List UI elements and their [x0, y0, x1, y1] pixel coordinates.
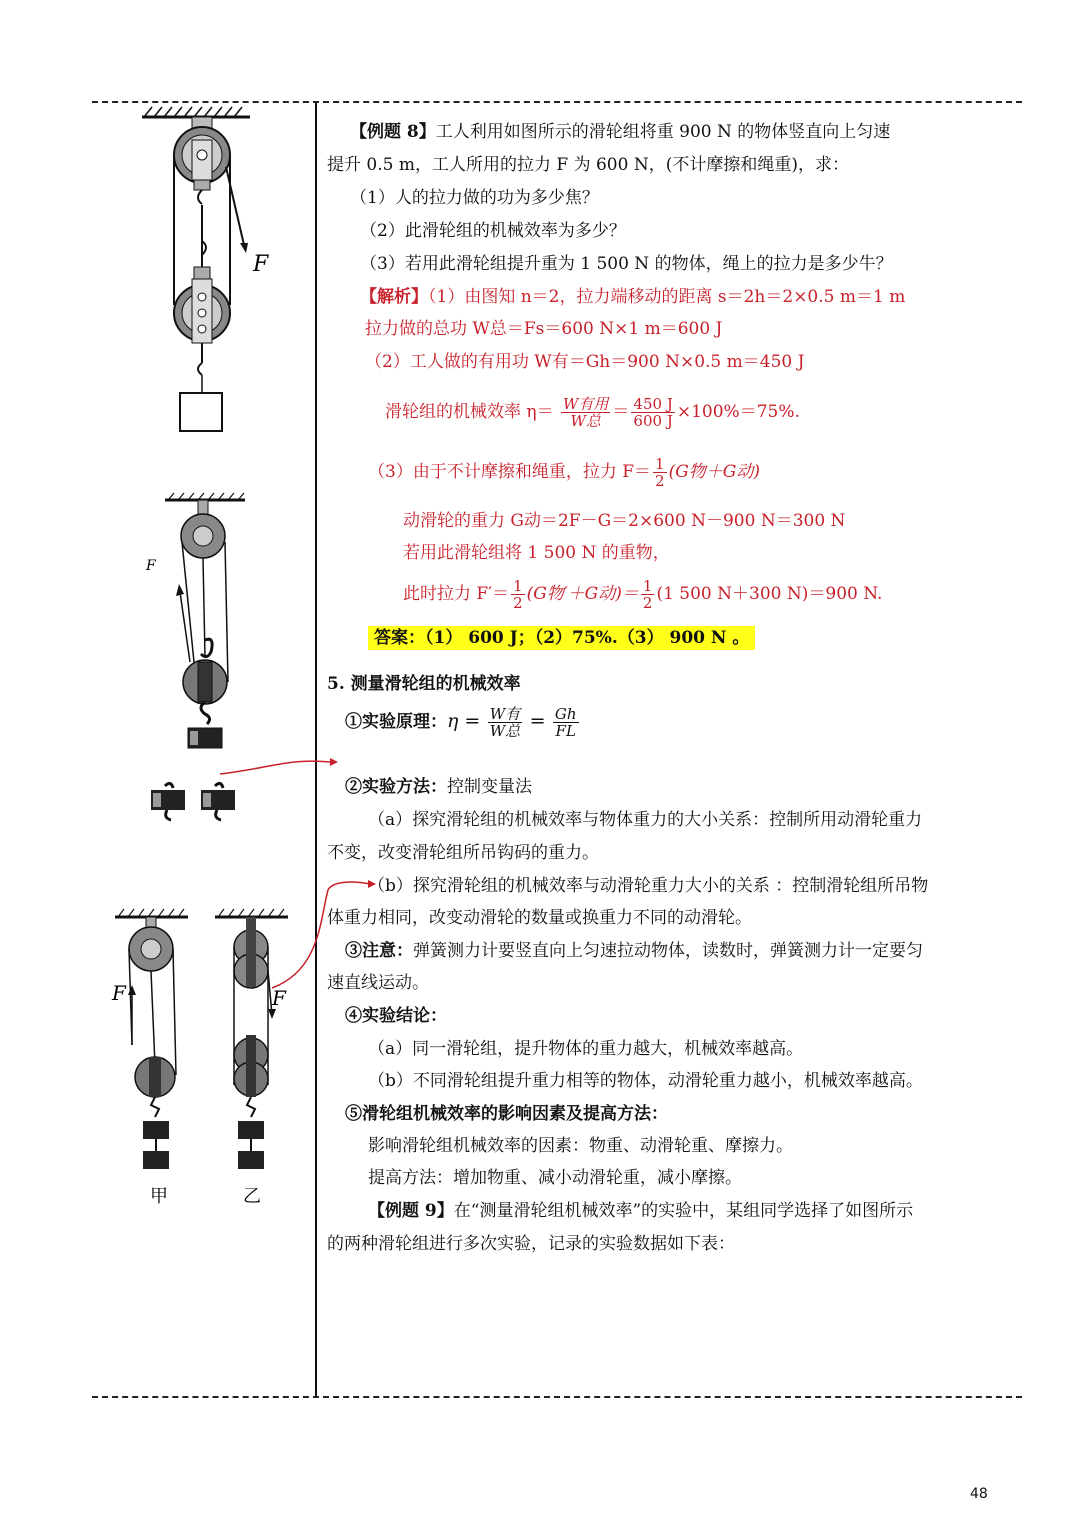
sol-s4a: 滑轮组的机械效率 η＝: [385, 402, 554, 422]
method-b1: （b）探究滑轮组的机械效率与动滑轮重力大小的关系 ：控制滑轮组所吊物: [368, 876, 929, 896]
sec5-note: [345, 940, 923, 962]
answer-text: 答案：（1） 600 J；（2）75%.（3） 900 N 。: [368, 626, 755, 650]
method-text: 控制变量法: [447, 777, 532, 797]
frac-half: [653, 456, 667, 489]
frac-num: 450 J: [633, 395, 673, 413]
ex9-label: 【例题 9】: [368, 1201, 454, 1221]
sol-s4b: ×100%＝75%.: [676, 402, 800, 422]
ex8-q1: （1）人的拉力做的功为多少焦？: [350, 188, 599, 208]
sol-s5a: （3）由于不计摩擦和绳重，拉力 F＝: [368, 462, 652, 482]
top-divider: [92, 101, 1022, 103]
sol-s8a: 此时拉力 F′＝: [403, 584, 510, 604]
frac-den: FL: [555, 722, 576, 740]
principle-label: ①实验原理：: [345, 712, 447, 732]
sec5-principle: [345, 706, 581, 739]
ex8-text1: 工人利用如图所示的滑轮组将重 900 N 的物体竖直向上匀速: [435, 122, 891, 142]
fig3-right-force-label: F: [272, 986, 286, 1010]
sol-new-tension: [403, 578, 882, 611]
pulley-figure-2: [140, 492, 260, 762]
frac-j-ratio: [631, 396, 674, 429]
frac-num: 1: [513, 577, 523, 595]
ex8-line2: 提升 0.5 m，工人所用的拉力 F 为 600 N，(不计摩擦和绳重)，求：: [327, 155, 849, 175]
frac-num: W有: [489, 705, 521, 723]
conclusion-label: ④实验结论：: [345, 1006, 447, 1026]
fig3-left-force-label: F: [112, 981, 126, 1005]
conclusion-c2: （b）不同滑轮组提升重力相等的物体，动滑轮重力越小，机械效率越高。: [368, 1071, 923, 1091]
sol-efficiency: [385, 396, 800, 429]
ex9-text1: 在“测量滑轮组机械效率”的实验中，某组同学选择了如图所示: [453, 1201, 914, 1221]
factors-label: ⑤滑轮组机械效率的影响因素及提高方法：: [345, 1104, 668, 1124]
ex9-line1: [368, 1200, 913, 1222]
sol-tag: 【解析】: [360, 287, 428, 307]
fig1-force-label: F: [253, 252, 269, 277]
sec5-title: 5. 测量滑轮组的机械效率: [327, 674, 521, 694]
frac-half: [511, 578, 525, 611]
sol-s8b: (G物′＋G动)＝: [526, 584, 639, 604]
answer-highlight: [368, 627, 755, 649]
frac-work-ratio: [488, 706, 522, 739]
frac-w-ratio: [561, 396, 610, 429]
frac-num: W有用: [563, 395, 609, 413]
frac-num: Gh: [554, 705, 577, 723]
frac-den: 2: [513, 594, 523, 612]
sol-s2: 拉力做的总功 W总＝Fs＝600 N×1 m＝600 J: [365, 319, 723, 339]
frac-den: W总: [570, 412, 601, 430]
sol-line1: [360, 286, 905, 308]
sol-s7: 若用此滑轮组将 1 500 N 的重物，: [403, 543, 670, 563]
fig3-caption-right: 乙: [243, 1186, 261, 1207]
note-text2: 速直线运动。: [327, 973, 429, 993]
sol-eq: ＝: [612, 402, 630, 422]
factors-f2: 提高方法：增加物重、减小动滑轮重，减小摩擦。: [368, 1168, 742, 1188]
sol-s5b: (G物＋G动): [668, 462, 760, 482]
method-label: ②实验方法：: [345, 777, 447, 797]
page-number: 48: [970, 1486, 988, 1502]
ex8-q3: （3）若用此滑轮组提升重为 1 500 N 的物体，绳上的拉力是多少牛？: [360, 254, 893, 274]
fig2-force-label: F: [146, 558, 156, 574]
frac-den: 2: [642, 594, 653, 612]
method-b2: 体重力相同，改变动滑轮的数量或换重力不同的动滑轮。: [327, 908, 752, 928]
frac-gh-fl: [553, 706, 579, 739]
frac-half: [641, 578, 655, 611]
pulley-figure-1: [130, 105, 290, 440]
sol-s6: 动滑轮的重力 G动＝2F－G＝2×600 N－900 N＝300 N: [403, 511, 846, 531]
principle-eta: η =: [447, 710, 481, 732]
ex8-q2: （2）此滑轮组的机械效率为多少？: [360, 221, 626, 241]
conclusion-c1: （a）同一滑轮组，提升物体的重力越大，机械效率越高。: [368, 1039, 804, 1059]
bottom-divider: [92, 1396, 1022, 1398]
ex8-label: 【例题 8】: [350, 122, 436, 142]
frac-num: 1: [655, 455, 665, 473]
frac-den: 2: [655, 472, 665, 490]
sol-s1: （1）由图知 n＝2，拉力端移动的距离 s＝2h＝2×0.5 m＝1 m: [428, 287, 906, 307]
principle-eq: =: [529, 710, 546, 732]
sol-tension: [368, 456, 760, 489]
frac-num: 1: [642, 577, 653, 595]
note-label: ③注意：: [345, 941, 413, 961]
note-text: 弹簧测力计要竖直向上匀速拉动物体，读数时，弹簧测力计一定要匀: [413, 941, 923, 961]
sol-s3: （2）工人做的有用功 W有＝Gh＝900 N×0.5 m＝450 J: [365, 352, 805, 372]
factors-f1: 影响滑轮组机械效率的因素：物重、动滑轮重、摩擦力。: [368, 1136, 793, 1156]
sol-s8c: (1 500 N＋300 N)＝900 N.: [656, 584, 883, 604]
fig3-caption-left: 甲: [150, 1186, 168, 1207]
ex9-line2: 的两种滑轮组进行多次实验，记录的实验数据如下表：: [327, 1234, 735, 1254]
method-a1: （a）探究滑轮组的机械效率与物体重力的大小关系：控制所用动滑轮重力: [368, 810, 923, 830]
ex8-line1: [350, 121, 890, 143]
frac-den: W总: [489, 722, 521, 740]
method-a2: 不变，改变滑轮组所吊钩码的重力。: [327, 843, 599, 863]
frac-den: 600 J: [633, 412, 673, 430]
sec5-method: [345, 776, 532, 798]
